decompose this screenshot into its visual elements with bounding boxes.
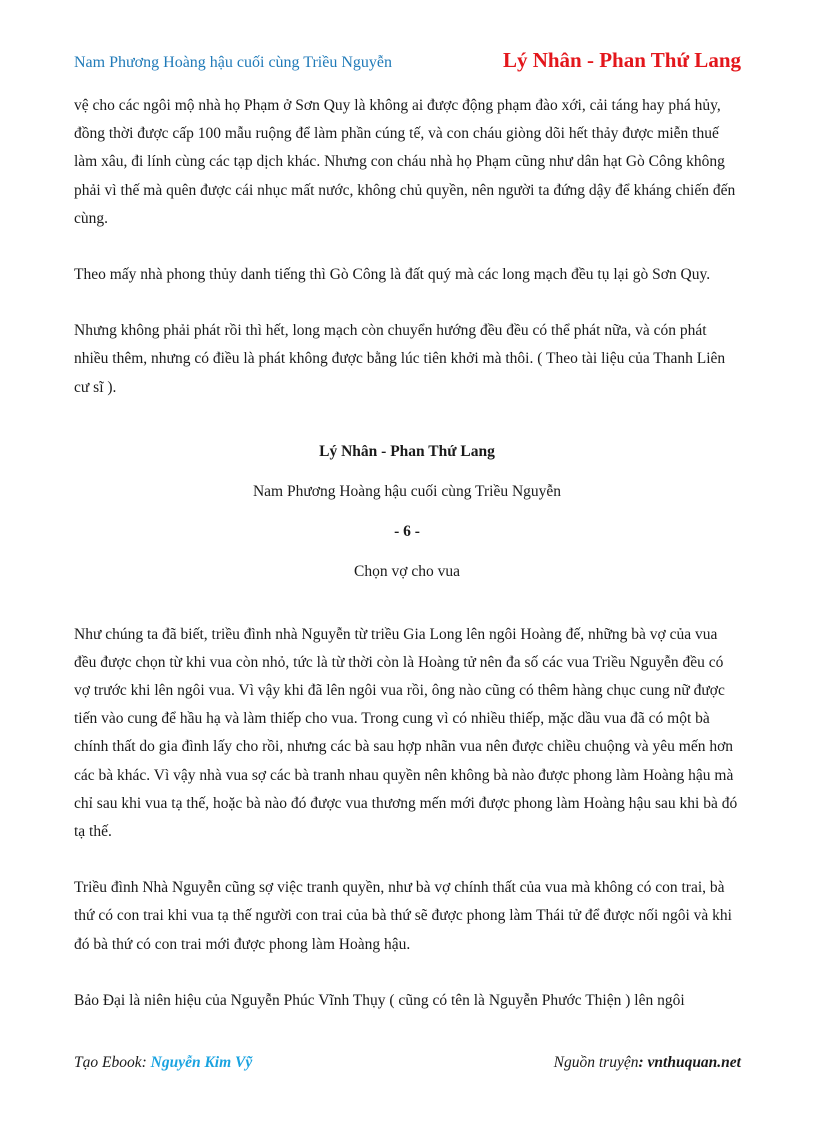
paragraph: Nhưng không phải phát rồi thì hết, long mạch còn chuyển hướng đều đều có thể phát nữa, và cón phát nhiều thêm, nhưng có điều là phát không được bằng lúc tiên khởi mà thôi. ( Theo tài liệu của Thanh Liên cư sĩ ). (74, 322, 726, 396)
page-footer (74, 1054, 741, 1078)
footer-separator: : (638, 1054, 648, 1071)
footer-credit (74, 1054, 252, 1072)
paragraph: Triều đình Nhà Nguyễn cũng sợ việc tranh quyền, như bà vợ chính thất của vua mà không có con trai, bà thứ có con trai khi vua tạ thế người con trai của bà thứ sẽ được phong làm Thái tử để được nối ngôi và khi đó bà thứ có con trai mới được phong làm Hoàng hậu. (74, 879, 732, 953)
footer-source-site: vnthuquan.net (647, 1054, 741, 1071)
page-header (74, 48, 741, 78)
header-author: Lý Nhân - Phan Thứ Lang (502, 48, 741, 72)
chapter-title: Chọn vợ cho vua (354, 563, 460, 581)
header-book-title: Nam Phương Hoàng hậu cuối cùng Triều Nguyễn (74, 54, 392, 71)
footer-creator-name: Nguyễn Kim Vỹ (150, 1054, 253, 1071)
footer-credit-label: Tạo Ebook (74, 1054, 142, 1071)
chapter-number: - 6 - (394, 523, 420, 541)
paragraph: Như chúng ta đã biết, triều đình nhà Nguyễn từ triều Gia Long lên ngôi Hoàng đế, những bà vợ của vua đều được chọn từ khi vua còn nhỏ, tức là từ thời còn là Hoàng tử nên đa số các vua Triều Nguyễn đều có vợ trước khi lên ngôi vua. Vì vậy khi đã lên ngôi vua rồi, ông nào cũng có thêm hàng chục cung nữ được tiến vào cung để hầu hạ và làm thiếp cho vua. Trong cung vì có nhiều thiếp, mặc dầu vua đã có một bà chính thất do gia đình lấy cho rồi, nhưng các bà sau hợp nhãn vua nên được chiều chuộng và yêu mến hơn các bà khác. Vì vậy nhà vua sợ các bà tranh nhau quyền nên không bà nào được phong làm Hoàng hậu mà chỉ sau khi vua tạ thế, hoặc bà nào đó được vua thương mến mới được phong làm Hoàng hậu sau khi bà đó tạ thế. (74, 625, 738, 841)
footer-source-label: Nguồn truyện (553, 1054, 639, 1071)
paragraph: vệ cho các ngôi mộ nhà họ Phạm ở Sơn Quy là không ai được động phạm đào xới, cải táng hay phá hủy, đồng thời được cấp 100 mẫu ruộng để làm phần cúng tế, và con cháu giòng dõi hết thảy được miễn thuế làm xâu, đi lính cùng các tạp dịch khác. Nhưng con cháu nhà họ Phạm cũng như dân hạt Gò Công không phải vì thế mà quên được cái nhục mất nước, không chủ quyền, nên người ta đứng dậy để kháng chiến đến cùng. (74, 97, 736, 227)
page-content (74, 92, 740, 1043)
heading-author: Lý Nhân - Phan Thứ Lang (319, 442, 495, 460)
heading-book-title: Nam Phương Hoàng hậu cuối cùng Triều Nguyễn (252, 483, 562, 501)
paragraph: Theo mấy nhà phong thủy danh tiếng thì Gò Công là đất quý mà các long mạch đều tụ lại gò Sơn Quy. (74, 266, 711, 284)
footer-separator: : (141, 1054, 151, 1071)
chapter-heading (74, 438, 740, 587)
footer-source (554, 1054, 741, 1072)
paragraph: Bảo Đại là niên hiệu của Nguyễn Phúc Vĩnh Thụy ( cũng có tên là Nguyễn Phước Thiện ) lên ngôi (74, 991, 685, 1009)
